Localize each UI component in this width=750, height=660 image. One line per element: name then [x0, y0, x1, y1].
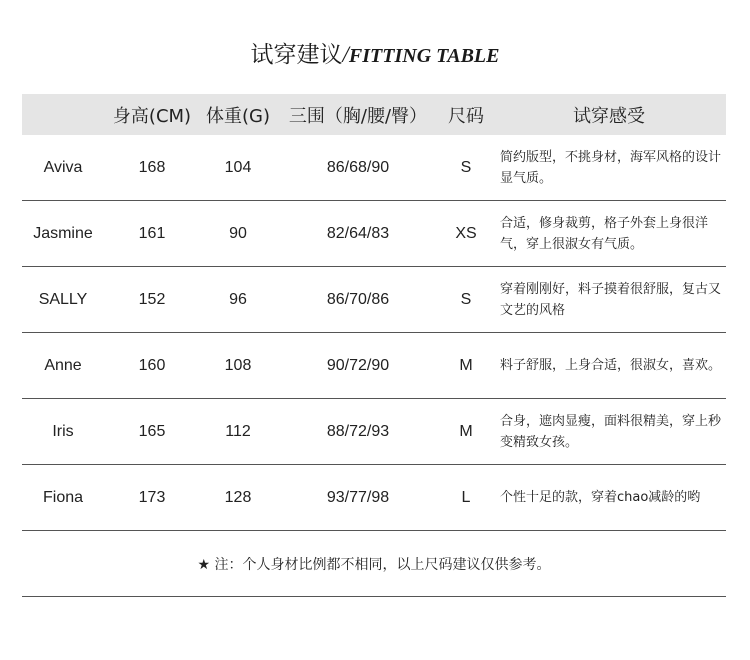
cell-measurements: 82/64/83 [326, 224, 390, 242]
cell-weight: 104 [224, 158, 252, 176]
cell-name: Iris [52, 422, 74, 440]
cell-weight: 96 [229, 290, 247, 308]
cell-feeling: 合适，修身裁剪，格子外套上身很洋气，穿上很淑女有气质。 [500, 215, 709, 252]
header-weight: 体重(G) [206, 105, 270, 127]
cell-feeling: 个性十足的款，穿着chao减龄的哟 [500, 490, 701, 505]
cell-weight: 108 [224, 356, 252, 374]
cell-weight: 112 [225, 422, 251, 440]
cell-feeling: 简约版型，不挑身材，海军风格的设计显气质。 [500, 149, 722, 186]
cell-name: Fiona [42, 488, 84, 506]
table-row [22, 465, 726, 531]
header-name [22, 94, 104, 135]
header-measurements: 三围（胸/腰/臀） [288, 105, 428, 127]
cell-name: Aviva [43, 158, 83, 176]
cell-feeling: 穿着刚刚好，料子摸着很舒服，复古又文艺的风格 [500, 281, 722, 318]
cell-weight: 90 [229, 224, 247, 242]
table-row [22, 267, 726, 333]
cell-size: L [461, 488, 471, 506]
cell-size: S [460, 290, 472, 308]
header-size: 尺码 [448, 105, 484, 127]
cell-size: S [460, 158, 472, 176]
table-row [22, 201, 726, 267]
table-row [22, 333, 726, 399]
cell-weight: 128 [224, 488, 252, 506]
cell-feeling: 合身，遮肉显瘦，面料很精美，穿上秒变精致女孩。 [500, 413, 722, 450]
cell-measurements: 93/77/98 [326, 488, 390, 506]
page-title [0, 38, 750, 73]
cell-size: M [459, 356, 473, 374]
cell-height: 161 [138, 224, 166, 242]
cell-name: Anne [44, 356, 82, 374]
cell-name: Jasmine [33, 224, 93, 242]
cell-feeling: 料子舒服，上身合适，很淑女，喜欢。 [500, 358, 722, 373]
cell-measurements: 90/72/90 [326, 356, 390, 374]
header-feeling: 试穿感受 [573, 105, 645, 127]
table-row [22, 135, 726, 201]
cell-size: M [459, 422, 473, 440]
cell-measurements: 86/70/86 [326, 290, 390, 308]
cell-height: 160 [138, 356, 166, 374]
title-english: FITTING TABLE [348, 45, 500, 67]
cell-height: 168 [138, 158, 166, 176]
cell-size: XS [455, 224, 477, 242]
cell-height: 173 [138, 488, 166, 506]
cell-name: SALLY [38, 290, 88, 308]
cell-height: 152 [138, 290, 166, 308]
cell-measurements: 88/72/93 [326, 422, 390, 440]
table-row [22, 399, 726, 465]
table-header [22, 94, 726, 135]
cell-height: 165 [138, 422, 166, 440]
title-separator: / [342, 42, 349, 67]
fitting-table [22, 94, 726, 597]
header-height: 身高(CM) [112, 105, 192, 127]
title-chinese: 试穿建议 [250, 42, 343, 68]
cell-measurements: 86/68/90 [326, 158, 390, 176]
footnote: ★ 注：个人身材比例都不相同，以上尺码建议仅供参考。 [22, 531, 726, 597]
